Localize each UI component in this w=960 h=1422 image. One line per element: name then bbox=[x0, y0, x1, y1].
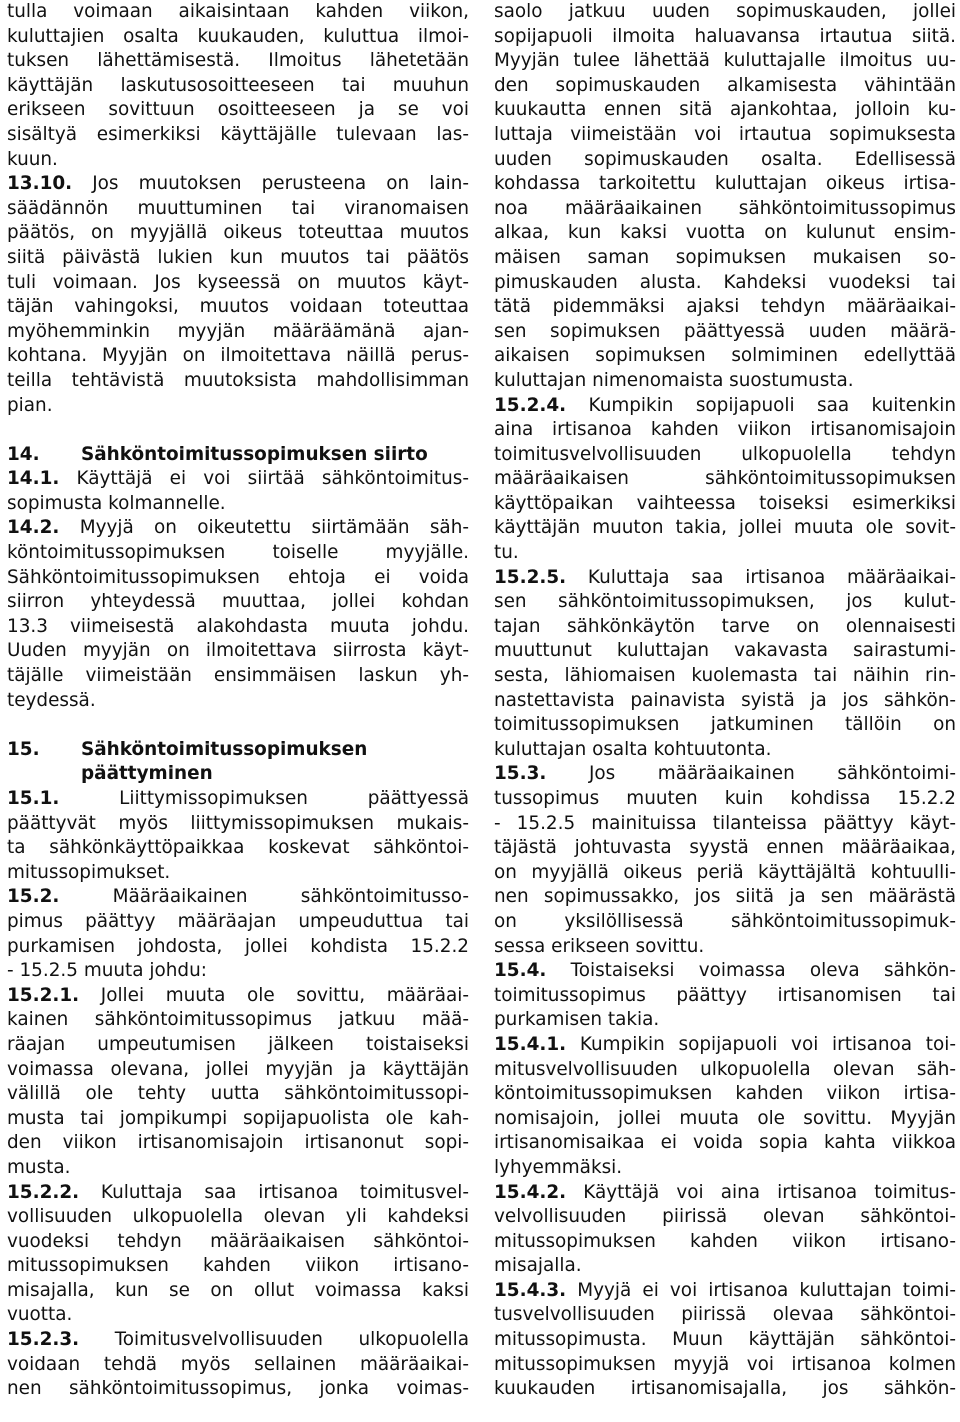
line-text: tajan sähkönkäytön tarve on olennaisesti bbox=[494, 615, 956, 637]
text-line bbox=[7, 1205, 469, 1230]
text-line bbox=[7, 787, 469, 812]
text-line bbox=[494, 713, 956, 738]
right-text-column bbox=[494, 0, 956, 1402]
text-line bbox=[494, 74, 956, 99]
text-line bbox=[7, 172, 469, 197]
line-text: köntoimitussopimuksen toiselle myyjälle. bbox=[7, 542, 469, 564]
line-text: alkaa, kun kaksi vuotta on kulunut ensim- bbox=[494, 222, 956, 244]
line-text: säädännön muuttuminen tai viranomaisen bbox=[7, 197, 469, 219]
clause-number: 15.4.1. bbox=[494, 1033, 567, 1055]
line-text: muuttunut kuluttajan vakavasta sairastumi- bbox=[494, 640, 956, 662]
text-line bbox=[494, 25, 956, 50]
line-text: vuodeksi tehdyn määräaikaisen sähköntoi- bbox=[7, 1230, 469, 1252]
line-text: päättyvät myös liittymissopimuksen mukais- bbox=[7, 812, 469, 834]
text-line bbox=[7, 1107, 469, 1132]
line-text: kuluttajien osalta kuukauden, kuluttua ilmoi- bbox=[7, 25, 469, 47]
text-line bbox=[494, 344, 956, 369]
text-line bbox=[7, 246, 469, 271]
text-line bbox=[7, 885, 469, 910]
text-line bbox=[494, 566, 956, 591]
text-line bbox=[7, 1033, 469, 1058]
text-line bbox=[7, 1082, 469, 1107]
line-text: Kumpikin sopijapuoli voi irtisanoa toi- bbox=[566, 1033, 956, 1055]
line-text: noa määräaikainen sähköntoimitussopimus bbox=[494, 197, 956, 219]
text-line bbox=[494, 49, 956, 74]
text-line bbox=[494, 1058, 956, 1083]
line-text: Uuden myyjän on ilmoitettava siirrosta käyt- bbox=[7, 640, 469, 662]
section-title: Sähköntoimitussopimuksen bbox=[81, 738, 368, 760]
text-line bbox=[7, 1008, 469, 1033]
text-line bbox=[7, 148, 469, 173]
text-line bbox=[494, 1008, 956, 1033]
line-text: Määräaikainen sähköntoimitusso- bbox=[59, 886, 469, 908]
section-heading bbox=[7, 762, 469, 787]
text-line bbox=[494, 885, 956, 910]
line-text: nomisajoin, jollei muuta ole sovittu. Myyjän bbox=[494, 1107, 956, 1129]
line-text: 13.3 viimeisestä alakohdasta muuta johdu. bbox=[7, 615, 469, 637]
text-line bbox=[494, 1377, 956, 1402]
line-text: tussopimus muuten kuin kohdissa 15.2.2 bbox=[494, 788, 956, 809]
line-text: pian. bbox=[7, 394, 53, 416]
line-text: toimitussopimus päättyy irtisanomisen tai bbox=[494, 984, 956, 1006]
text-line bbox=[494, 762, 956, 787]
clause-number: 15.2.2. bbox=[7, 1181, 80, 1203]
text-line bbox=[494, 492, 956, 517]
text-line bbox=[494, 148, 956, 173]
text-line bbox=[7, 541, 469, 566]
text-line bbox=[494, 1156, 956, 1181]
text-line bbox=[7, 1181, 469, 1206]
line-text: purkamisen johdosta, jollei kohdista 15.2.2 bbox=[7, 935, 469, 957]
line-text: teydessä. bbox=[7, 689, 96, 711]
line-text: kainen sähköntoimitussopimus jatkuu mää- bbox=[7, 1009, 469, 1031]
line-text: mitussopimuksen myyjä voi irtisanoa kolmen bbox=[494, 1353, 956, 1375]
line-text: mitussopimukset. bbox=[7, 861, 171, 883]
line-text: toimitusvelvollisuuden ulkopuolella tehdyn bbox=[494, 443, 956, 465]
text-line bbox=[7, 1303, 469, 1328]
line-text: velvollisuuden piirissä olevan sähköntoi- bbox=[494, 1206, 956, 1228]
line-text: - 15.2.5 mainituissa tilanteissa päättyy käyt- bbox=[494, 812, 956, 834]
text-line bbox=[494, 1279, 956, 1304]
text-line bbox=[7, 1328, 469, 1353]
text-line bbox=[7, 320, 469, 345]
line-text: täjän vahingoksi, muutos voidaan toteuttaa bbox=[7, 296, 469, 318]
line-text: misajalla. bbox=[494, 1255, 582, 1277]
text-line bbox=[7, 221, 469, 246]
text-line bbox=[7, 1353, 469, 1378]
line-text: mitussopimuksen kahden viikon irtisano- bbox=[494, 1230, 956, 1252]
line-text: Jos muutoksen perusteena on lain- bbox=[72, 173, 469, 195]
text-line bbox=[7, 98, 469, 123]
line-text: täjälle viimeistään ensimmäisen laskun yh- bbox=[7, 665, 469, 687]
text-line bbox=[7, 0, 469, 25]
line-text: Kumpikin sopijapuoli saa kuitenkin bbox=[566, 394, 956, 416]
text-line bbox=[494, 639, 956, 664]
text-line bbox=[7, 639, 469, 664]
text-line bbox=[494, 1033, 956, 1058]
line-text: Jollei muuta ole sovittu, määräai- bbox=[79, 984, 469, 1006]
paragraph-gap bbox=[7, 713, 469, 738]
text-line bbox=[494, 615, 956, 640]
clause-number: 15.2.3. bbox=[7, 1329, 80, 1351]
section-title: päättyminen bbox=[81, 763, 213, 785]
text-line bbox=[7, 836, 469, 861]
text-line bbox=[494, 1353, 956, 1378]
line-text: käyttäjän muuton takia, jollei muuta ole sovit- bbox=[494, 517, 956, 539]
line-text: mitussopimusta. Muun käyttäjän sähköntoi- bbox=[494, 1329, 956, 1351]
text-line bbox=[494, 959, 956, 984]
text-line bbox=[494, 1181, 956, 1206]
text-line bbox=[7, 984, 469, 1009]
line-text: pimus päättyy määräajan umpeuduttua tai bbox=[7, 910, 469, 932]
text-line bbox=[7, 812, 469, 837]
line-text: Liittymissopimuksen päättyessä bbox=[59, 788, 469, 809]
text-line bbox=[7, 1156, 469, 1181]
text-line bbox=[494, 1254, 956, 1279]
text-line bbox=[7, 959, 469, 984]
clause-number: 15.1. bbox=[7, 788, 60, 809]
line-text: voidaan tehdä myös sellainen määräaikai- bbox=[7, 1353, 469, 1375]
text-line bbox=[7, 197, 469, 222]
text-line bbox=[494, 590, 956, 615]
text-line bbox=[494, 221, 956, 246]
clause-number: 14.1. bbox=[7, 468, 60, 490]
line-text: nen sähköntoimitussopimus, jonka voimas- bbox=[7, 1378, 469, 1400]
paragraph-gap bbox=[7, 418, 469, 443]
text-line bbox=[494, 787, 956, 812]
line-text: toimitussopimuksen jatkuminen tällöin on bbox=[494, 714, 956, 736]
line-text: mitussopimuksen kahden viikon irtisano- bbox=[7, 1255, 469, 1277]
text-line bbox=[494, 295, 956, 320]
clause-number: 15.2.4. bbox=[494, 394, 567, 416]
line-text: erikseen sovittuun osoitteeseen ja se voi bbox=[7, 99, 469, 121]
line-text: Käyttäjä voi aina irtisanoa toimitus- bbox=[566, 1181, 956, 1203]
line-text: aikaisen sopimuksen solmiminen edellyttää bbox=[494, 345, 956, 367]
text-line bbox=[7, 271, 469, 296]
text-line bbox=[494, 861, 956, 886]
text-line bbox=[494, 123, 956, 148]
text-line bbox=[7, 467, 469, 492]
text-line bbox=[494, 664, 956, 689]
line-text: käyttöpaikan vaihteessa toiseksi esimerkiksi bbox=[494, 492, 956, 514]
line-text: myöhemminkin myyjän määräämänä ajan- bbox=[7, 320, 469, 342]
text-line bbox=[494, 418, 956, 443]
text-line bbox=[494, 516, 956, 541]
line-text: musta. bbox=[7, 1156, 71, 1178]
line-text: sopijapuoli ilmoita haluavansa irtautua siitä. bbox=[494, 25, 956, 47]
line-text: pimuskauden alusta. Kahdeksi vuodeksi tai bbox=[494, 271, 956, 293]
line-text: aina irtisanoa kahden viikon irtisanomisajoin bbox=[494, 419, 956, 441]
line-text: köntoimitussopimuksen kahden viikon irtisa- bbox=[494, 1083, 956, 1105]
line-text: den sopimuskauden alkamisesta vähintään bbox=[494, 74, 956, 96]
text-line bbox=[494, 1107, 956, 1132]
line-text: sen sopimuksen päättyessä uuden määrä- bbox=[494, 320, 956, 342]
section-number: 14. bbox=[7, 443, 40, 465]
line-text: Myyjän tulee lähettää kuluttajalle ilmoitus uu- bbox=[494, 50, 956, 72]
clause-number: 15.2.5. bbox=[494, 566, 567, 588]
clause-number: 15.4.2. bbox=[494, 1181, 567, 1203]
line-text: kohtana. Myyjän on ilmoitettava näillä perus- bbox=[7, 345, 469, 367]
line-text: Toistaiseksi voimassa oleva sähkön- bbox=[546, 960, 956, 982]
text-line bbox=[494, 689, 956, 714]
text-line bbox=[7, 25, 469, 50]
line-text: täjästä johtuvasta syystä ennen määräaikaa, bbox=[494, 837, 956, 859]
text-line bbox=[494, 1303, 956, 1328]
line-text: saolo jatkuu uuden sopimuskauden, jollei bbox=[494, 1, 956, 22]
text-line bbox=[7, 615, 469, 640]
text-line bbox=[7, 394, 469, 419]
line-text: Myyjä on oikeutettu siirtämään säh- bbox=[59, 517, 469, 539]
text-line bbox=[7, 935, 469, 960]
clause-number: 15.4.3. bbox=[494, 1279, 567, 1301]
text-line bbox=[7, 492, 469, 517]
line-text: kuukauden irtisanomisajalla, jos sähkön- bbox=[494, 1378, 956, 1400]
line-text: tuksen lähettämisestä. Ilmoitus lähetetään bbox=[7, 50, 469, 72]
line-text: määräaikaisen sähköntoimitussopimuksen bbox=[494, 468, 956, 490]
line-text: sisältyä esimerkiksi käyttäjälle tulevaan las- bbox=[7, 123, 469, 145]
line-text: tätä pidemmäksi ajaksi tehdyn määräaikai- bbox=[494, 296, 956, 318]
text-line bbox=[7, 295, 469, 320]
line-text: sopimusta kolmannelle. bbox=[7, 492, 226, 514]
line-text: sessa erikseen sovittu. bbox=[494, 935, 705, 957]
text-line bbox=[494, 812, 956, 837]
line-text: Kuluttaja saa irtisanoa määräaikai- bbox=[566, 566, 956, 588]
text-line bbox=[7, 123, 469, 148]
text-line bbox=[7, 664, 469, 689]
text-line bbox=[7, 861, 469, 886]
line-text: purkamisen takia. bbox=[494, 1009, 660, 1031]
line-text: misajalla, kun se on ollut voimassa kaksi bbox=[7, 1279, 469, 1301]
line-text: uuden sopimuskauden osalta. Edellisessä bbox=[494, 148, 956, 170]
section-heading bbox=[7, 738, 469, 763]
text-line bbox=[494, 98, 956, 123]
text-line bbox=[494, 1082, 956, 1107]
text-line bbox=[494, 320, 956, 345]
line-text: kuluttajan osalta kohtuutonta. bbox=[494, 738, 772, 760]
line-text: voimassa olevana, jollei myyjän ja käyttäjän bbox=[7, 1058, 469, 1080]
line-text: räajan umpeutumisen jälkeen toistaiseksi bbox=[7, 1033, 469, 1055]
line-text: sesta, lähiomaisen kuolemasta tai näihin rin- bbox=[494, 665, 956, 687]
line-text: tusvelvollisuuden piirissä olevaa sähköntoi- bbox=[494, 1304, 956, 1326]
clause-number: 15.2.1. bbox=[7, 984, 80, 1006]
text-line bbox=[494, 1205, 956, 1230]
section-title: Sähköntoimitussopimuksen siirto bbox=[81, 443, 428, 465]
line-text: on yksilöllisessä sähköntoimitussopimuk- bbox=[494, 910, 956, 932]
text-line bbox=[494, 1230, 956, 1255]
text-line bbox=[494, 910, 956, 935]
text-line bbox=[494, 443, 956, 468]
line-text: ta sähkönkäyttöpaikkaa koskevat sähköntoi- bbox=[7, 837, 469, 859]
line-text: mitusvelvollisuuden ulkopuolella olevan säh- bbox=[494, 1058, 956, 1080]
line-text: kuun. bbox=[7, 148, 58, 170]
line-text: tuli voimaan. Jos kyseessä on muutos käyt- bbox=[7, 271, 469, 293]
line-text: Myyjä ei voi irtisanoa kuluttajan toimi- bbox=[566, 1279, 956, 1301]
text-line bbox=[494, 0, 956, 25]
line-text: kuukautta ennen sitä ajankohtaa, jolloin ku- bbox=[494, 99, 956, 121]
line-text: nastettavista painavista syistä ja jos sähkön- bbox=[494, 689, 956, 711]
text-line bbox=[494, 1131, 956, 1156]
text-line bbox=[494, 738, 956, 763]
line-text: Kuluttaja saa irtisanoa toimitusvel- bbox=[79, 1181, 469, 1203]
line-text: Toimitusvelvollisuuden ulkopuolella bbox=[79, 1329, 469, 1351]
line-text: on myyjällä oikeus periä käyttäjältä kohtuulli- bbox=[494, 861, 956, 883]
text-line bbox=[7, 369, 469, 394]
text-line bbox=[494, 271, 956, 296]
section-number: 15. bbox=[7, 738, 40, 760]
clause-number: 15.4. bbox=[494, 960, 547, 982]
line-text: tu. bbox=[494, 542, 519, 564]
line-text: vuotta. bbox=[7, 1304, 73, 1326]
text-line bbox=[494, 935, 956, 960]
text-line bbox=[7, 74, 469, 99]
left-text-column bbox=[7, 0, 469, 1402]
clause-number: 15.2. bbox=[7, 886, 60, 908]
line-text: päätös, on myyjällä oikeus toteuttaa muutos bbox=[7, 222, 469, 244]
line-text: luttaja viimeistään voi irtautua sopimuksesta bbox=[494, 123, 956, 145]
text-line bbox=[494, 467, 956, 492]
line-text: Käyttäjä ei voi siirtää sähköntoimitus- bbox=[59, 468, 469, 490]
text-line bbox=[494, 394, 956, 419]
text-line bbox=[7, 516, 469, 541]
line-text: lyhyemmäksi. bbox=[494, 1156, 623, 1178]
text-line bbox=[7, 49, 469, 74]
text-line bbox=[7, 566, 469, 591]
line-text: nen sopimussakko, jos siitä ja sen määrästä bbox=[494, 886, 956, 908]
line-text: käyttäjän laskutusosoitteeseen tai muuhun bbox=[7, 74, 469, 96]
text-line bbox=[494, 836, 956, 861]
text-line bbox=[7, 590, 469, 615]
text-line bbox=[7, 1058, 469, 1083]
line-text: mäisen saman sopimuksen mukaisen so- bbox=[494, 246, 956, 268]
text-line bbox=[7, 1131, 469, 1156]
line-text: välillä ole tehty uutta sähköntoimitussopi- bbox=[7, 1083, 469, 1105]
text-line bbox=[494, 246, 956, 271]
text-line bbox=[7, 910, 469, 935]
text-line bbox=[494, 541, 956, 566]
text-line bbox=[494, 984, 956, 1009]
line-text: irtisanomisaikaa ei voida sopia kahta viikkoa bbox=[494, 1132, 956, 1154]
text-line bbox=[494, 1328, 956, 1353]
text-line bbox=[494, 172, 956, 197]
text-line bbox=[7, 1230, 469, 1255]
line-text: - 15.2.5 muuta johdu: bbox=[7, 960, 207, 982]
clause-number: 13.10. bbox=[7, 173, 73, 195]
text-line bbox=[7, 1254, 469, 1279]
clause-number: 15.3. bbox=[494, 763, 547, 785]
text-line bbox=[7, 344, 469, 369]
clause-number: 14.2. bbox=[7, 517, 60, 539]
line-text: sen sähköntoimitussopimuksen, jos kulut- bbox=[494, 591, 956, 613]
line-text: vollisuuden ulkopuolella olevan yli kahdeksi bbox=[7, 1206, 469, 1228]
line-text: teilla tehtävistä muutoksista mahdollisimman bbox=[7, 369, 469, 391]
line-text: kohdassa tarkoitettu kuluttajan oikeus irtisa- bbox=[494, 173, 956, 195]
line-text: tulla voimaan aikaisintaan kahden viikon, bbox=[7, 1, 469, 22]
line-text: musta tai jompikumpi sopijapuolista ole kah- bbox=[7, 1107, 469, 1129]
text-line bbox=[7, 1377, 469, 1402]
text-line bbox=[7, 1279, 469, 1304]
line-text: Jos määräaikainen sähköntoimi- bbox=[546, 763, 956, 785]
text-line bbox=[7, 689, 469, 714]
line-text: Sähköntoimitussopimuksen ehtoja ei voida bbox=[7, 566, 469, 588]
line-text: siitä päivästä lukien kun muutos tai päätös bbox=[7, 246, 469, 268]
line-text: siirron yhteydessä muuttaa, jollei kohdan bbox=[7, 591, 469, 613]
text-line bbox=[494, 369, 956, 394]
section-heading bbox=[7, 443, 469, 468]
line-text: den viikon irtisanomisajoin irtisanonut sopi- bbox=[7, 1132, 469, 1154]
line-text: kuluttajan nimenomaista suostumusta. bbox=[494, 369, 854, 391]
text-line bbox=[494, 197, 956, 222]
